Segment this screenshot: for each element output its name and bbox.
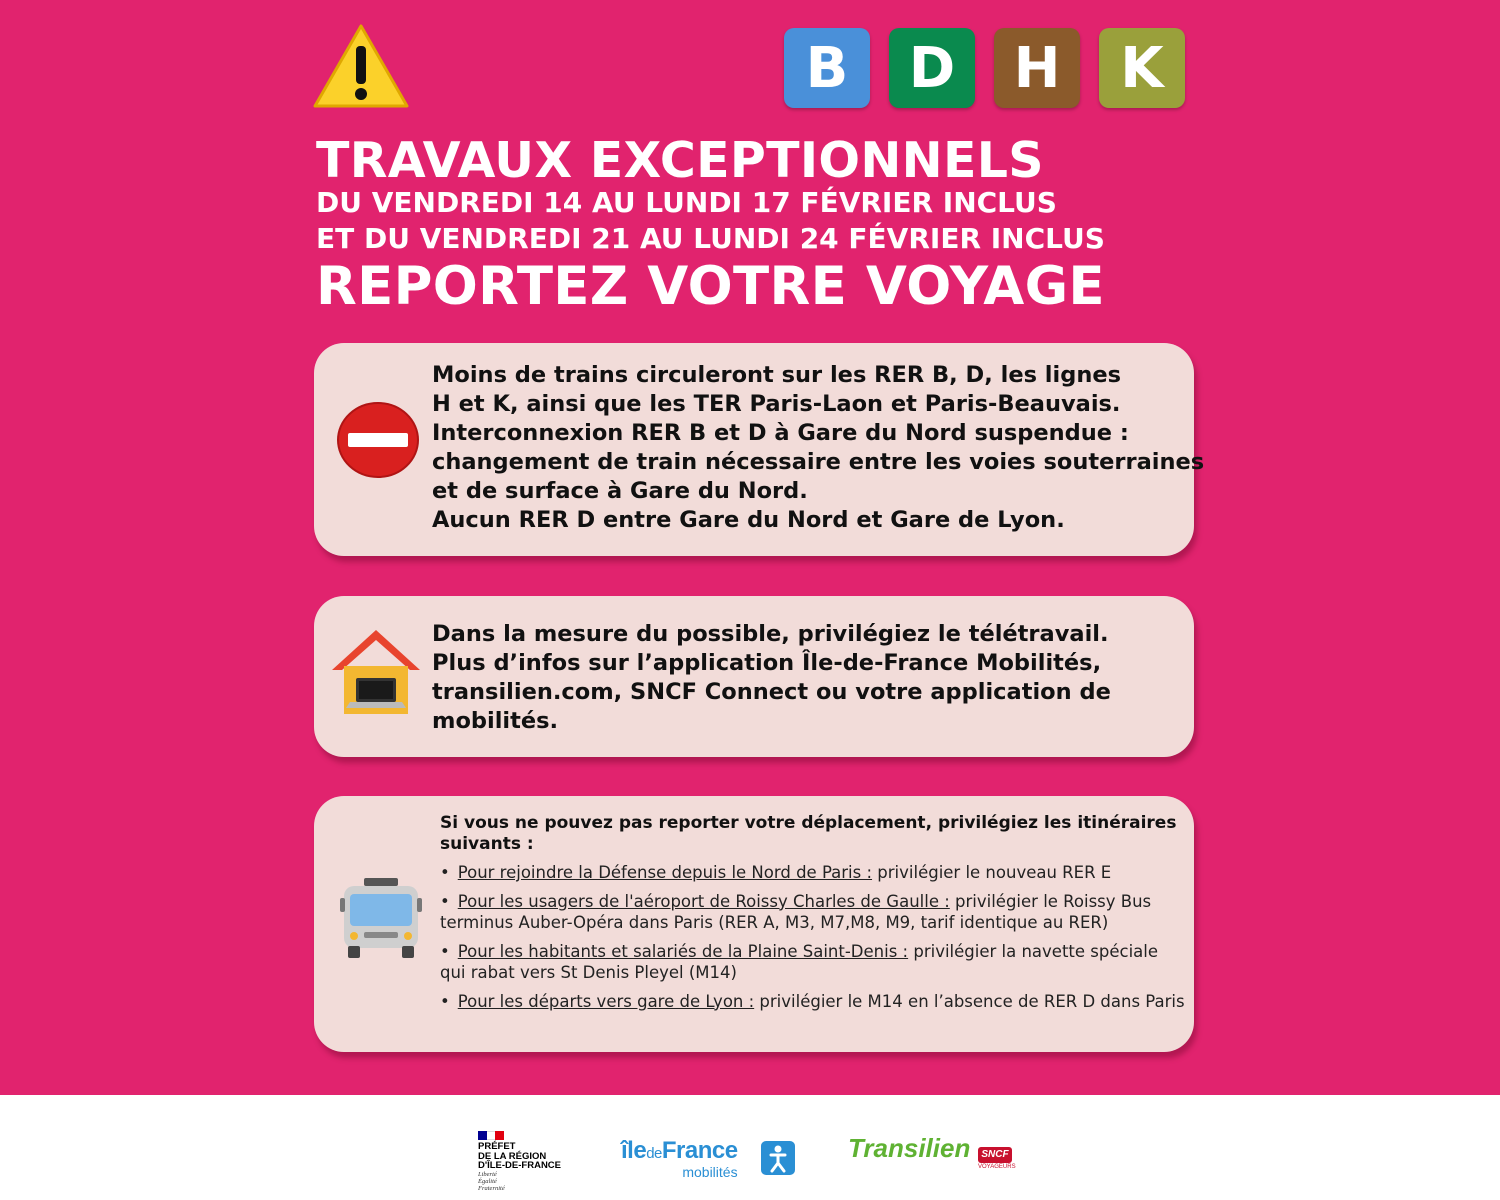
text-line: changement de train nécessaire entre les voies souterraines xyxy=(432,449,1205,475)
item-text: privilégier la navette spéciale qui rabat vers St Denis Pleyel (M14) xyxy=(440,941,1159,982)
line-badge-k: K xyxy=(1099,28,1185,108)
text-line: Dans la mesure du possible, privilégiez le télétravail. xyxy=(432,621,1109,647)
list-item: • Pour les usagers de l'aéroport de Roissy Charles de Gaulle : privilégier le Roissy Bus terminus Auber-Opéra dans Paris (RER A, M3, M7,M8, M9, tarif identique au RER) xyxy=(440,891,1152,932)
text-line: Interconnexion RER B et D à Gare du Nord suspendue : xyxy=(432,420,1129,446)
list-item: • Pour les départs vers gare de Lyon : privilégier le M14 en l’absence de RER D dans Paris xyxy=(440,991,1185,1011)
item-text: privilégier le M14 en l’absence de RER D dans Paris xyxy=(754,991,1185,1011)
text-line: Moins de trains circuleront sur les RER B, D, les lignes xyxy=(432,362,1122,388)
sncf-sub: VOYAGEURS xyxy=(978,1164,1016,1170)
text-line: Plus d’infos sur l’application Île-de-France Mobilités, xyxy=(432,650,1102,676)
sncf-logo: SNCF xyxy=(978,1147,1012,1163)
item-label: Pour les habitants et salariés de la Plaine Saint-Denis : xyxy=(457,941,909,961)
idf-word-1: île xyxy=(621,1137,647,1164)
disruption-text xyxy=(432,361,1204,535)
text-line: transilien.com, SNCF Connect ou votre application de xyxy=(432,679,1111,705)
text-line: H et K, ainsi que les TER Paris-Laon et Paris-Beauvais. xyxy=(432,391,1121,417)
house-laptop-icon xyxy=(328,626,424,718)
text-line: et de surface à Gare du Nord. xyxy=(432,478,808,504)
transilien-logo xyxy=(848,1133,970,1164)
idf-word-2: de xyxy=(646,1145,662,1162)
item-text: privilégier le nouveau RER E xyxy=(872,863,1112,882)
list-item: • Pour les habitants et salariés de la Plaine Saint-Denis : privilégier la navette spéciale qui rabat vers St Denis Pleyel (M14) xyxy=(440,941,1159,982)
disruption-card xyxy=(314,343,1205,556)
alternatives-list xyxy=(440,862,1185,1019)
idf-mobilites-logo xyxy=(621,1139,738,1180)
list-item: • Pour rejoindre la Défense depuis le Nord de Paris : privilégier le nouveau RER E xyxy=(440,863,1112,882)
telework-text xyxy=(432,620,1111,736)
item-label: Pour rejoindre la Défense depuis le Nord de Paris : xyxy=(457,863,873,882)
item-label: Pour les départs vers gare de Lyon : xyxy=(457,991,755,1011)
prefet-text: PRÉFET DE LA RÉGION D'ÎLE-DE-FRANCE xyxy=(478,1141,562,1171)
transilien-word: Transilien xyxy=(848,1133,971,1163)
line-badge-h: H xyxy=(994,28,1080,108)
main-title: TRAVAUX EXCEPTIONNELS xyxy=(316,132,1044,189)
text-line: Aucun RER D entre Gare du Nord et Gare de Lyon. xyxy=(432,507,1065,533)
dates-line-1: DU VENDREDI 14 AU LUNDI 17 FÉVRIER INCLUS xyxy=(316,186,1057,219)
line-badge-b: B xyxy=(784,28,870,108)
text-line: mobilités. xyxy=(432,708,559,734)
line-badge-d: D xyxy=(889,28,975,108)
alternatives-card xyxy=(314,796,1194,1052)
item-text: privilégier le Roissy Bus terminus Auber-Opéra dans Paris (RER A, M3, M7,M8, M9, tarif identique au RER) xyxy=(440,891,1152,932)
alternatives-intro: Si vous ne pouvez pas reporter votre déplacement, privilégiez les itinéraires suivants : xyxy=(440,813,1177,854)
idf-sub: mobilités xyxy=(682,1164,738,1180)
prefet-logo xyxy=(478,1131,561,1192)
footer-logos xyxy=(0,1095,1500,1200)
warning-icon xyxy=(312,22,410,110)
french-flag-icon xyxy=(478,1131,504,1140)
prefet-motto: Liberté Égalité Fraternité xyxy=(478,1170,505,1192)
bus-icon xyxy=(338,876,424,960)
idf-word-3: France xyxy=(661,1137,738,1164)
line-badges xyxy=(784,28,1185,108)
dates-line-2: ET DU VENDREDI 21 AU LUNDI 24 FÉVRIER INCLUS xyxy=(316,222,1105,255)
no-entry-icon xyxy=(336,401,420,479)
accessibility-icon xyxy=(761,1141,795,1175)
call-to-action: REPORTEZ VOTRE VOYAGE xyxy=(316,256,1105,317)
telework-card xyxy=(314,596,1194,757)
item-label: Pour les usagers de l'aéroport de Roissy Charles de Gaulle : xyxy=(457,891,950,911)
